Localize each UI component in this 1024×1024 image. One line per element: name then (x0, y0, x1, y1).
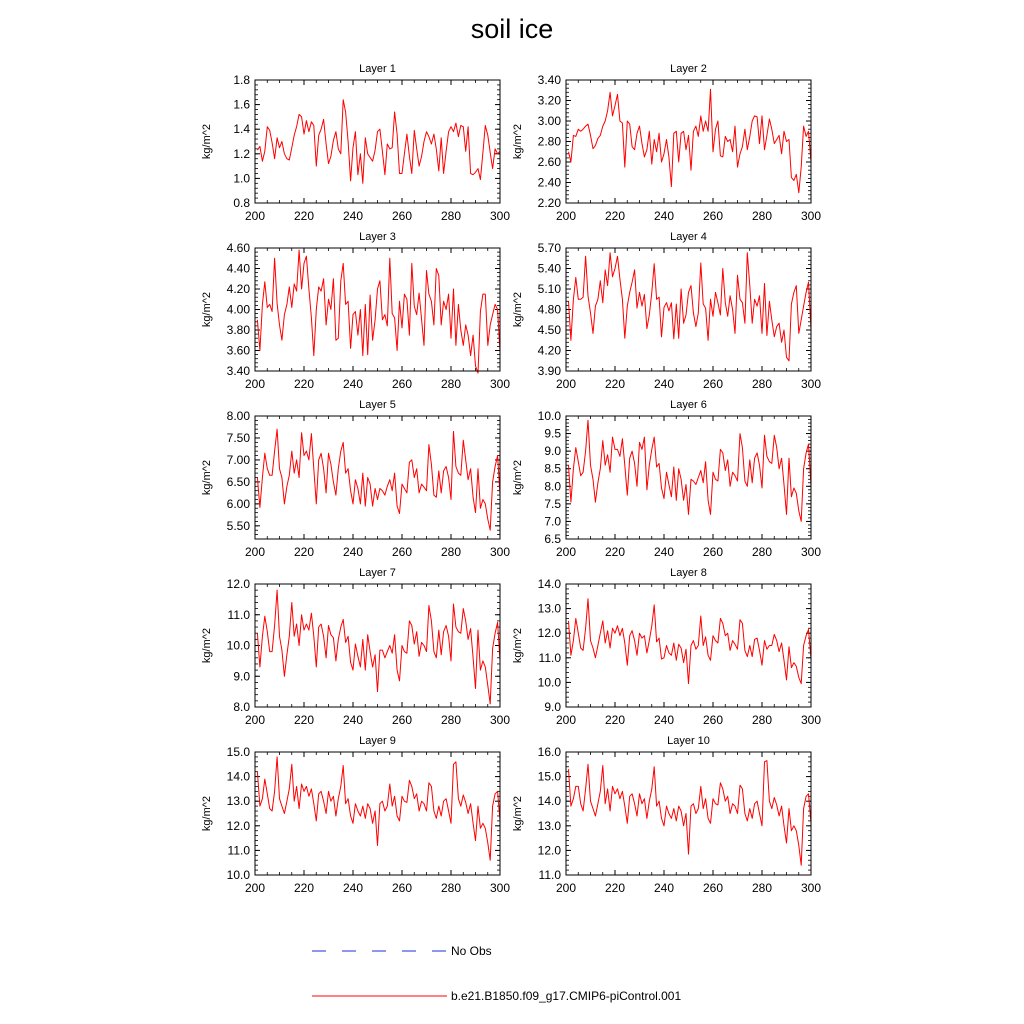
y-tick-label: 11.0 (538, 650, 561, 665)
chart-panel-layer-2 (512, 63, 821, 223)
y-axis-label: kg/m^2 (512, 627, 524, 664)
x-tick-label: 260 (391, 713, 413, 727)
y-tick-label: 4.20 (226, 282, 250, 296)
series-line-picontrol (257, 100, 500, 184)
x-tick-label: 260 (702, 713, 724, 727)
y-tick-label: 9.5 (544, 426, 561, 441)
y-tick-label: 4.60 (226, 241, 250, 255)
x-tick-label: 220 (604, 545, 626, 559)
chart-panel-layer-7 (201, 567, 510, 727)
y-tick-label: 4.00 (226, 302, 250, 317)
series-line-picontrol (257, 429, 500, 530)
y-tick-label: 6.00 (226, 496, 250, 511)
x-tick-label: 200 (244, 545, 266, 559)
y-tick-label: 13.0 (537, 818, 561, 833)
x-tick-label: 240 (653, 209, 675, 223)
x-tick-label: 200 (555, 545, 577, 559)
x-tick-label: 280 (440, 545, 462, 559)
panel-title: Layer 5 (359, 399, 396, 411)
x-tick-label: 300 (489, 545, 511, 559)
chart-panel-layer-9 (201, 735, 510, 895)
panel-title: Layer 3 (359, 231, 396, 243)
y-axis-label: kg/m^2 (201, 291, 213, 328)
y-tick-label: 15.0 (537, 769, 561, 784)
x-tick-label: 220 (293, 713, 315, 727)
series-line-picontrol (569, 253, 812, 361)
x-tick-label: 200 (555, 881, 577, 895)
x-tick-label: 300 (800, 713, 822, 727)
plot-frame (255, 416, 500, 539)
plot-frame (566, 248, 811, 371)
y-axis-label: kg/m^2 (201, 459, 213, 496)
x-tick-label: 220 (293, 545, 315, 559)
panel-title: Layer 8 (670, 567, 707, 579)
y-axis-label: kg/m^2 (512, 795, 524, 832)
x-tick-label: 220 (293, 377, 315, 391)
x-tick-label: 200 (244, 377, 266, 391)
chart-panel-layer-8 (512, 567, 821, 727)
y-tick-label: 4.50 (537, 323, 561, 337)
y-tick-label: 12.0 (226, 577, 250, 591)
x-tick-label: 280 (440, 713, 462, 727)
x-tick-label: 220 (604, 713, 626, 727)
y-axis-label: kg/m^2 (512, 459, 524, 496)
chart-panel-layer-4 (512, 231, 821, 391)
plot-frame (255, 80, 500, 203)
x-tick-label: 220 (604, 377, 626, 391)
x-tick-label: 280 (751, 377, 773, 391)
x-tick-label: 260 (702, 881, 724, 895)
y-tick-label: 14.0 (226, 769, 250, 784)
chart-panel-layer-10 (512, 735, 821, 895)
y-tick-label: 1.0 (233, 171, 250, 186)
panel-title: Layer 9 (359, 735, 396, 747)
x-tick-label: 280 (440, 881, 462, 895)
y-tick-label: 8.5 (544, 461, 561, 476)
x-tick-label: 200 (555, 209, 577, 223)
x-tick-label: 280 (751, 881, 773, 895)
y-tick-label: 2.80 (537, 134, 561, 149)
series-line-picontrol (257, 757, 500, 860)
y-tick-label: 8.0 (544, 479, 561, 494)
y-tick-label: 11.0 (227, 843, 250, 858)
series-line-picontrol (257, 590, 500, 704)
y-tick-label: 8.0 (233, 700, 250, 714)
y-tick-label: 13.0 (226, 794, 250, 809)
y-tick-label: 3.60 (226, 343, 250, 358)
x-tick-label: 280 (440, 209, 462, 223)
x-tick-label: 260 (702, 209, 724, 223)
y-tick-label: 5.10 (537, 282, 561, 296)
x-tick-label: 240 (342, 209, 364, 223)
x-tick-label: 240 (342, 545, 364, 559)
x-tick-label: 200 (244, 881, 266, 895)
y-tick-label: 10.0 (537, 409, 561, 423)
series-line-picontrol (569, 89, 812, 193)
y-tick-label: 15.0 (226, 745, 250, 759)
panel-title: Layer 7 (359, 567, 396, 579)
x-tick-label: 240 (653, 377, 675, 391)
y-tick-label: 12.0 (226, 818, 250, 833)
chart-panel-layer-1 (201, 63, 510, 223)
x-tick-label: 300 (800, 377, 822, 391)
y-tick-label: 6.50 (226, 474, 250, 489)
y-tick-label: 5.50 (226, 518, 250, 533)
x-tick-label: 220 (604, 881, 626, 895)
chart-panel-layer-6 (512, 399, 821, 559)
legend-label-picontrol: b.e21.B1850.f09_g17.CMIP6-piControl.001 (451, 989, 682, 1003)
y-tick-label: 13.0 (537, 601, 561, 616)
x-tick-label: 280 (751, 713, 773, 727)
y-tick-label: 2.20 (537, 196, 561, 210)
y-tick-label: 14.0 (537, 794, 561, 809)
panel-title: Layer 4 (670, 231, 707, 243)
x-tick-label: 240 (342, 377, 364, 391)
x-tick-label: 240 (342, 881, 364, 895)
series-line-picontrol (569, 761, 812, 866)
chart-panels (201, 63, 821, 895)
y-tick-label: 11.0 (227, 607, 250, 622)
panel-title: Layer 6 (670, 399, 707, 411)
legend (312, 944, 681, 1003)
x-tick-label: 260 (391, 209, 413, 223)
y-tick-label: 3.20 (537, 93, 561, 108)
y-tick-label: 9.0 (544, 444, 561, 459)
x-tick-label: 220 (604, 209, 626, 223)
y-tick-label: 0.8 (233, 196, 250, 210)
y-tick-label: 9.0 (544, 700, 561, 714)
y-axis-label: kg/m^2 (512, 123, 524, 160)
x-tick-label: 260 (702, 545, 724, 559)
y-tick-label: 10.0 (537, 675, 561, 690)
chart-panel-layer-5 (201, 399, 510, 559)
x-tick-label: 200 (244, 209, 266, 223)
y-axis-label: kg/m^2 (201, 123, 213, 160)
y-tick-label: 12.0 (537, 626, 561, 641)
x-tick-label: 260 (391, 881, 413, 895)
panel-title: Layer 2 (670, 63, 707, 75)
x-tick-label: 280 (751, 545, 773, 559)
y-tick-label: 1.6 (233, 97, 250, 112)
series-line-picontrol (257, 250, 500, 373)
x-tick-label: 260 (391, 377, 413, 391)
x-tick-label: 260 (391, 545, 413, 559)
y-tick-label: 5.70 (537, 241, 561, 255)
y-tick-label: 3.80 (226, 323, 250, 337)
x-tick-label: 240 (653, 545, 675, 559)
y-axis-label: kg/m^2 (512, 291, 524, 328)
plot-frame (566, 416, 811, 539)
y-tick-label: 14.0 (537, 577, 561, 591)
x-tick-label: 300 (489, 209, 511, 223)
y-tick-label: 7.50 (226, 430, 250, 445)
page-title: soil ice (470, 14, 554, 44)
y-tick-label: 7.5 (544, 496, 561, 511)
x-tick-label: 260 (702, 377, 724, 391)
y-tick-label: 5.40 (537, 261, 561, 276)
x-tick-label: 300 (800, 545, 822, 559)
y-tick-label: 6.5 (544, 532, 561, 546)
x-tick-label: 300 (800, 881, 822, 895)
x-tick-label: 300 (489, 713, 511, 727)
y-tick-label: 10.0 (226, 868, 250, 882)
y-tick-label: 16.0 (537, 745, 561, 759)
panel-title: Layer 1 (359, 63, 396, 75)
x-tick-label: 240 (653, 713, 675, 727)
x-tick-label: 200 (555, 377, 577, 391)
y-tick-label: 2.60 (537, 155, 561, 169)
x-tick-label: 220 (293, 209, 315, 223)
series-line-picontrol (569, 599, 812, 684)
x-tick-label: 200 (555, 713, 577, 727)
x-tick-label: 300 (800, 209, 822, 223)
chart-panel-layer-3 (201, 231, 510, 391)
plot-frame (255, 248, 500, 371)
plot-frame (566, 584, 811, 707)
x-tick-label: 220 (293, 881, 315, 895)
y-tick-label: 3.00 (537, 114, 561, 128)
y-tick-label: 10.0 (226, 638, 250, 653)
y-tick-label: 11.0 (538, 868, 561, 882)
y-tick-label: 4.40 (226, 261, 250, 276)
panel-title: Layer 10 (667, 735, 710, 747)
x-tick-label: 280 (440, 377, 462, 391)
y-tick-label: 9.0 (233, 669, 250, 684)
x-tick-label: 300 (489, 881, 511, 895)
x-tick-label: 240 (653, 881, 675, 895)
x-tick-label: 280 (751, 209, 773, 223)
y-tick-label: 3.90 (537, 364, 561, 378)
y-tick-label: 8.00 (226, 409, 250, 423)
y-tick-label: 7.00 (226, 452, 250, 467)
y-tick-label: 1.8 (233, 73, 250, 87)
y-tick-label: 7.0 (544, 514, 561, 529)
y-tick-label: 2.40 (537, 175, 561, 190)
y-tick-label: 3.40 (226, 364, 250, 378)
x-tick-label: 240 (342, 713, 364, 727)
x-tick-label: 200 (244, 713, 266, 727)
y-tick-label: 12.0 (537, 843, 561, 858)
y-tick-label: 4.80 (537, 302, 561, 317)
y-axis-label: kg/m^2 (201, 795, 213, 832)
y-tick-label: 1.2 (233, 146, 250, 161)
series-line-picontrol (569, 420, 812, 521)
legend-label-no-obs: No Obs (451, 944, 492, 958)
y-tick-label: 1.4 (233, 122, 250, 137)
x-tick-label: 300 (489, 377, 511, 391)
y-axis-label: kg/m^2 (201, 627, 213, 664)
y-tick-label: 3.40 (537, 73, 561, 87)
y-tick-label: 4.20 (537, 343, 561, 358)
